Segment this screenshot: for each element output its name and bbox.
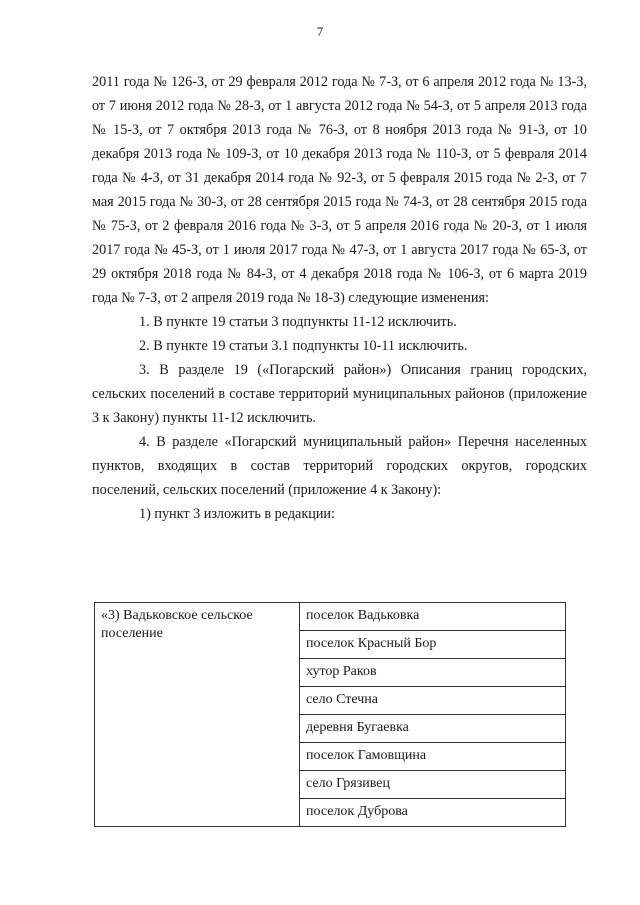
paragraph-item-3: 3. В разделе 19 («Погарский район») Описания границ городских, сельских поселений в составе территорий муниципальных районов (приложение 3 к Закону) пункты 11-12 исключить.	[92, 362, 587, 426]
table-row	[95, 603, 566, 631]
locality-cell: село Стечна	[300, 687, 566, 715]
locality-cell: поселок Вадьковка	[300, 603, 566, 631]
locality-cell: село Грязивец	[300, 771, 566, 799]
locality-cell: деревня Бугаевка	[300, 715, 566, 743]
locality-cell: поселок Дуброва	[300, 799, 566, 827]
paragraph-amendment-list: 2011 года № 126-З, от 29 февраля 2012 года № 7-З, от 6 апреля 2012 года № 13-З, от 7 июня 2012 года № 28-З, от 1 августа 2012 года № 54-З, от 5 апреля 2013 года № 15-З, от 7 октября 2013 года № 76-З, от 8 ноября 2013 года № 91-З, от 10 декабря 2013 года № 109-З, от 10 декабря 2013 года № 110-З, от 5 февраля 2014 года № 4-З, от 31 декабря 2014 года № 92-З, от 5 февраля 2015 года № 2-З, от 7 мая 2015 года № 30-З, от 28 сентября 2015 года № 74-З, от 28 сентября 2015 года № 75-З, от 2 февраля 2016 года № 3-З, от 5 апреля 2016 года № 20-З, от 1 июля 2017 года № 45-З, от 1 июля 2017 года № 47-З, от 1 августа 2017 года № 65-З, от 29 октября 2018 года № 84-З, от 4 декабря 2018 года № 106-З, от 6 марта 2019 года № 7-З, от 2 апреля 2019 года № 18-З) следующие изменения:	[92, 74, 587, 306]
localities-table	[94, 602, 566, 827]
settlement-name-cell: «3) Вадьковское сельское поселение	[95, 603, 300, 827]
paragraph-subitem-1: 1) пункт 3 изложить в редакции:	[139, 506, 335, 522]
paragraph-item-2: 2. В пункте 19 статьи 3.1 подпункты 10-11 исключить.	[139, 338, 468, 354]
paragraph-item-4: 4. В разделе «Погарский муниципальный район» Перечня населенных пунктов, входящих в состав территорий городских округов, городских поселений, сельских поселений (приложение 4 к Закону):	[92, 434, 587, 498]
document-body	[92, 70, 587, 526]
page-number: 7	[316, 24, 324, 39]
locality-cell: хутор Раков	[300, 659, 566, 687]
locality-cell: поселок Гамовщина	[300, 743, 566, 771]
paragraph-item-1: 1. В пункте 19 статьи 3 подпункты 11-12 исключить.	[139, 314, 457, 330]
locality-cell: поселок Красный Бор	[300, 631, 566, 659]
